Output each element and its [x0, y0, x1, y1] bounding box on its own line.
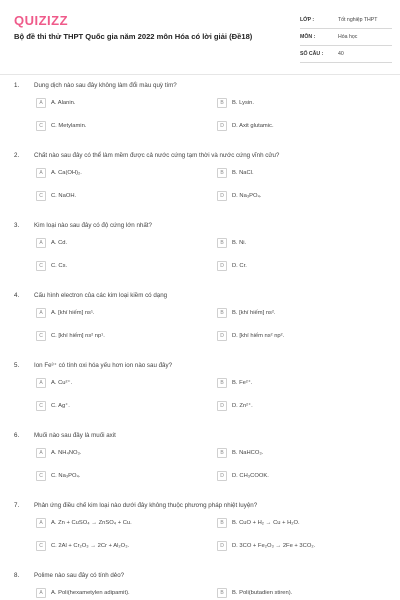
question-item: [0, 150, 400, 220]
document-header: [0, 0, 400, 72]
meta-value-count: 40: [338, 51, 344, 57]
option-letter-box: D: [217, 261, 227, 271]
option-text: C. Metylamin.: [51, 122, 87, 129]
option-text: C. 2Al + Cr₂O₃ → 2Cr + Al₂O₃.: [51, 542, 130, 549]
document-title: Bộ đề thi thử THPT Quốc gia năm 2022 môn Hóa có lời giải (Đề18): [14, 32, 253, 41]
meta-row-count: [300, 46, 392, 63]
option-letter-box: D: [217, 191, 227, 201]
option-letter-box: A: [36, 98, 46, 108]
logo-text: QUIZIZZ: [14, 13, 69, 28]
option-letter-box: B: [217, 588, 227, 598]
question-number: 3.: [14, 222, 20, 229]
option-letter-box: D: [217, 541, 227, 551]
option-text: A. Ca(OH)₂.: [51, 169, 82, 176]
header-divider: [0, 74, 400, 75]
question-text: Ion Fe³⁺ có tính oxi hóa yếu hơn ion nào sau đây?: [34, 362, 173, 369]
option-text: D. 3CO + Fe₂O₃ → 2Fe + 3CO₂.: [232, 542, 316, 549]
option-text: D. [khí hiếm ns² np².: [232, 332, 285, 339]
question-number: 4.: [14, 292, 20, 299]
option-letter-box: D: [217, 401, 227, 411]
option-text: C. NaOH.: [51, 192, 77, 199]
option-letter-box: B: [217, 518, 227, 528]
question-item: [0, 290, 400, 360]
question-item: [0, 360, 400, 430]
option-text: B. Ni.: [232, 239, 247, 246]
option-text: A. Cu²⁺.: [51, 379, 73, 386]
option-text: A. Alanin.: [51, 99, 76, 106]
option-text: B. Poli(butadien stiren).: [232, 589, 293, 596]
question-item: [0, 570, 400, 600]
question-item: [0, 430, 400, 500]
option-text: C. [khí hiếm] ns² np¹.: [51, 332, 105, 339]
option-letter-box: B: [217, 168, 227, 178]
option-letter-box: D: [217, 471, 227, 481]
meta-label-subject: MÔN :: [300, 34, 316, 40]
option-letter-box: A: [36, 308, 46, 318]
option-letter-box: A: [36, 588, 46, 598]
meta-row-class: [300, 12, 392, 29]
option-letter-box: C: [36, 471, 46, 481]
option-text: A. NH₄NO₃.: [51, 449, 82, 456]
question-text: Chất nào sau đây có thể làm mềm được cả nước cứng tạm thời và nước cứng vĩnh cửu?: [34, 152, 280, 159]
option-letter-box: B: [217, 238, 227, 248]
question-text: Muối nào sau đây là muối axit: [34, 432, 116, 439]
question-number: 7.: [14, 502, 20, 509]
option-text: D. Zn²⁺.: [232, 402, 253, 409]
question-text: Phản ứng điều chế kim loại nào dưới đây không thuộc phương pháp nhiệt luyện?: [34, 502, 258, 509]
option-text: A. Poli(hexametylen adipamit).: [51, 589, 130, 596]
option-letter-box: C: [36, 541, 46, 551]
option-letter-box: A: [36, 518, 46, 528]
meta-label-count: SỐ CÂU :: [300, 51, 324, 57]
option-text: C. Ag⁺.: [51, 402, 70, 409]
question-number: 6.: [14, 432, 20, 439]
option-text: D. Na₃PO₄.: [232, 192, 262, 199]
option-letter-box: C: [36, 401, 46, 411]
question-number: 5.: [14, 362, 20, 369]
option-letter-box: D: [217, 121, 227, 131]
quizizz-logo: [14, 13, 68, 28]
option-text: B. NaCl.: [232, 169, 254, 176]
option-letter-box: A: [36, 378, 46, 388]
question-text: Cấu hình electron của các kim loại kiềm có dạng: [34, 292, 168, 299]
option-text: B. Fe²⁺.: [232, 379, 253, 386]
meta-row-subject: [300, 29, 392, 46]
option-text: D. CH₃COOK.: [232, 472, 269, 479]
question-item: [0, 220, 400, 290]
meta-info: [300, 12, 392, 63]
meta-label-class: LỚP :: [300, 17, 315, 23]
option-text: A. Cd.: [51, 239, 68, 246]
option-letter-box: C: [36, 331, 46, 341]
option-text: C. Na₃PO₄.: [51, 472, 81, 479]
option-letter-box: D: [217, 331, 227, 341]
option-letter-box: C: [36, 261, 46, 271]
option-text: B. NaHCO₃.: [232, 449, 264, 456]
option-letter-box: A: [36, 448, 46, 458]
option-letter-box: B: [217, 308, 227, 318]
option-text: D. Cr.: [232, 262, 247, 269]
meta-value-class: Tốt nghiệp THPT: [338, 17, 378, 23]
option-text: A. Zn + CuSO₄ → ZnSO₄ + Cu.: [51, 519, 132, 526]
meta-value-subject: Hóa học: [338, 34, 358, 40]
question-number: 1.: [14, 82, 20, 89]
question-number: 2.: [14, 152, 20, 159]
question-item: [0, 500, 400, 570]
question-number: 8.: [14, 572, 20, 579]
option-text: B. [khí hiếm] ns².: [232, 309, 276, 316]
option-letter-box: B: [217, 448, 227, 458]
question-item: [0, 80, 400, 150]
option-text: D. Axit glutamic.: [232, 122, 274, 129]
option-letter-box: C: [36, 191, 46, 201]
question-text: Dung dịch nào sau đây không làm đổi màu quỳ tím?: [34, 82, 177, 89]
option-text: B. Lysin.: [232, 99, 255, 106]
option-letter-box: C: [36, 121, 46, 131]
option-letter-box: B: [217, 98, 227, 108]
option-text: C. Cs.: [51, 262, 68, 269]
question-list: [0, 80, 400, 600]
option-letter-box: B: [217, 378, 227, 388]
option-letter-box: A: [36, 168, 46, 178]
option-letter-box: A: [36, 238, 46, 248]
option-text: B. CuO + H₂ → Cu + H₂O.: [232, 519, 300, 526]
question-text: Polime nào sau đây có tính dẻo?: [34, 572, 125, 579]
option-text: A. [khí hiếm] ns¹.: [51, 309, 95, 316]
question-text: Kim loại nào sau đây có độ cứng lớn nhất?: [34, 222, 152, 229]
